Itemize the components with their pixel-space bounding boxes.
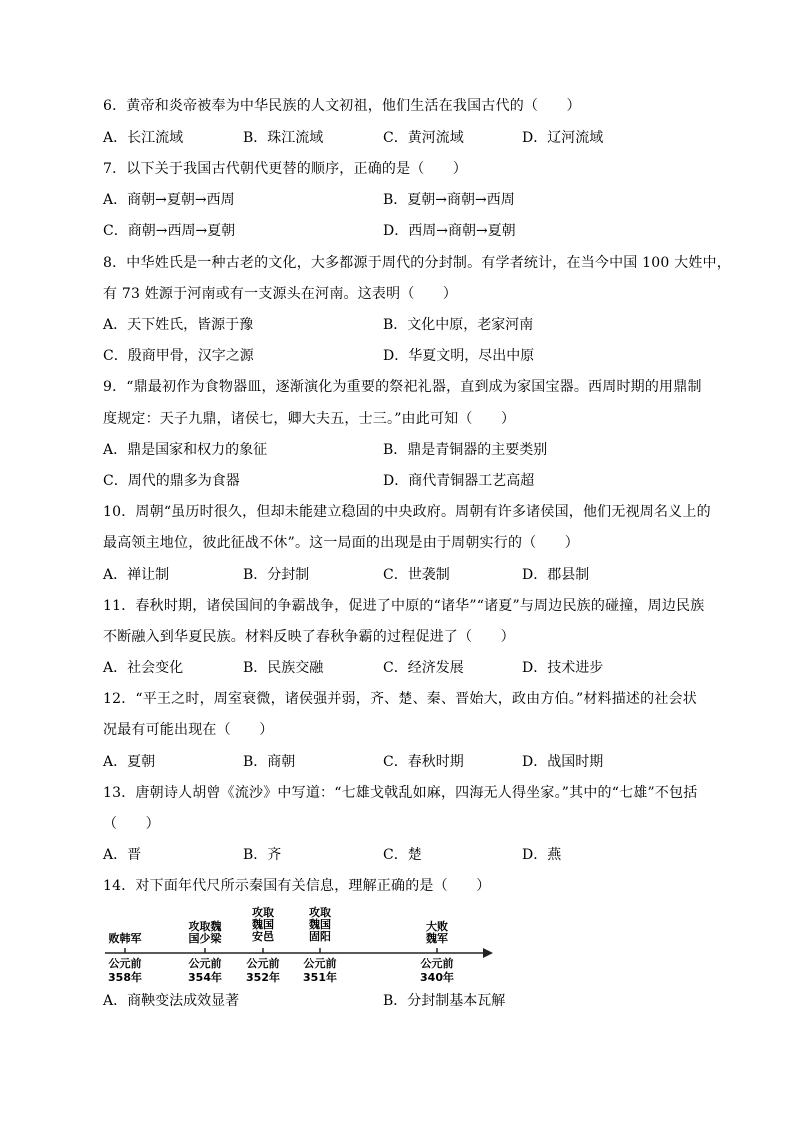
question-9-option-b[interactable]: B．鼎是青铜器的主要类别: [383, 442, 548, 458]
timeline-year-label: 公元前 358年: [108, 957, 142, 984]
question-10-option-d[interactable]: D．郡县制: [522, 567, 590, 583]
question-6-option-d[interactable]: D．辽河流域: [522, 130, 604, 146]
timeline-year-label: 公元前 351年: [303, 957, 337, 984]
question-10-option-a[interactable]: A．禅让制: [103, 567, 170, 583]
question-6-stem-line-1: 6．黄帝和炎帝被奉为中华民族的人文初祖，他们生活在我国古代的（ ）: [103, 98, 581, 114]
question-13-option-c[interactable]: C．楚: [383, 847, 422, 863]
question-14-option-a[interactable]: A．商鞅变法成效显著: [103, 993, 240, 1009]
timeline-event-label: 败韩军: [108, 932, 142, 945]
question-13-option-d[interactable]: D．燕: [522, 847, 562, 863]
question-7-stem-line-1: 7．以下关于我国古代朝代更替的顺序，正确的是（ ）: [103, 161, 468, 177]
question-8-option-d[interactable]: D．华夏文明，尽出中原: [383, 348, 535, 364]
question-13-option-b[interactable]: B．齐: [243, 847, 282, 863]
question-7-option-b[interactable]: B．夏朝→商朝→西周: [383, 192, 515, 208]
question-13-stem-line-2: （ ）: [103, 816, 160, 832]
question-7-option-c[interactable]: C．商朝→西周→夏朝: [103, 223, 236, 239]
question-12-option-c[interactable]: C．春秋时期: [383, 754, 464, 770]
question-8-stem-line-2: 有 73 姓源于河南或有一支源头在河南。这表明（ ）: [103, 286, 458, 302]
question-9-stem-line-2: 度规定：天子九鼎，诸侯七，卿大夫五，士三。”由此可知（ ）: [103, 411, 516, 427]
question-12-stem-line-1: 12．“平王之时，周室衰微，诸侯强并弱，齐、楚、秦、晋始大，政由方伯。”材料描述的社会状: [103, 691, 697, 707]
question-12-option-a[interactable]: A．夏朝: [103, 754, 156, 770]
timeline-event-label: 攻取魏 国少梁: [188, 920, 222, 945]
question-12-option-d[interactable]: D．战国时期: [522, 754, 604, 770]
question-13-option-a[interactable]: A．晋: [103, 847, 142, 863]
question-7-option-a[interactable]: A．商朝→夏朝→西周: [103, 192, 235, 208]
question-10-option-c[interactable]: C．世袭制: [383, 567, 450, 583]
timeline-year-label: 公元前 352年: [246, 957, 280, 984]
question-10-option-b[interactable]: B．分封制: [243, 567, 310, 583]
question-10-stem-line-2: 最高领主地位，彼此征战不休”。这一局面的出现是由于周朝实行的（ ）: [103, 535, 579, 551]
timeline-event-label: 攻取 魏国 固阳: [309, 906, 331, 943]
question-9-option-a[interactable]: A．鼎是国家和权力的象征: [103, 442, 268, 458]
question-14-stem-line-1: 14．对下面年代尺所示秦国有关信息，理解正确的是（ ）: [103, 878, 491, 894]
timeline-year-label: 公元前 354年: [188, 957, 222, 984]
question-8-option-b[interactable]: B．文化中原，老家河南: [383, 317, 534, 333]
question-14-option-b[interactable]: B．分封制基本瓦解: [383, 993, 506, 1009]
question-11-option-c[interactable]: C．经济发展: [383, 660, 464, 676]
question-6-option-b[interactable]: B．珠江流域: [243, 130, 324, 146]
question-6-option-a[interactable]: A．长江流域: [103, 130, 184, 146]
timeline-year-label: 公元前 340年: [420, 957, 454, 984]
question-6-option-c[interactable]: C．黄河流域: [383, 130, 464, 146]
question-8-stem-line-1: 8．中华姓氏是一种古老的文化，大多都源于周代的分封制。有学者统计，在当今中国 100 大姓中，: [103, 255, 731, 271]
question-11-option-d[interactable]: D．技术进步: [522, 660, 604, 676]
question-9-option-c[interactable]: C．周代的鼎多为食器: [103, 473, 240, 489]
timeline-arrow-icon: [483, 948, 493, 958]
question-8-option-a[interactable]: A．天下姓氏，皆源于豫: [103, 317, 254, 333]
timeline-figure: [103, 903, 493, 995]
timeline-event-label: 攻取 魏国 安邑: [252, 906, 274, 943]
question-11-stem-line-1: 11．春秋时期，诸侯国间的争霸战争，促进了中原的“诸华”“诸夏”与周边民族的碰撞，周边民族: [103, 598, 705, 614]
question-9-option-d[interactable]: D．商代青铜器工艺高超: [383, 473, 535, 489]
question-12-stem-line-2: 况最有可能出现在（ ）: [103, 722, 274, 738]
question-11-option-b[interactable]: B．民族交融: [243, 660, 324, 676]
timeline-event-label: 大败 魏军: [426, 920, 448, 945]
question-11-option-a[interactable]: A．社会变化: [103, 660, 184, 676]
question-12-option-b[interactable]: B．商朝: [243, 754, 296, 770]
question-9-stem-line-1: 9．“鼎最初作为食物器皿，逐渐演化为重要的祭祀礼器，直到成为家国宝器。西周时期的用鼎制: [103, 379, 702, 395]
question-7-option-d[interactable]: D．西周→商朝→夏朝: [383, 223, 516, 239]
question-10-stem-line-1: 10．周朝“虽历时很久，但却未能建立稳固的中央政府。周朝有许多诸侯国，他们无视周名义上的: [103, 504, 711, 520]
question-13-stem-line-1: 13．唐朝诗人胡曾《流沙》中写道：“七雄戈戟乱如麻，四海无人得坐家。”其中的“七雄”不包括: [103, 785, 698, 801]
question-11-stem-line-2: 不断融入到华夏民族。材料反映了春秋争霸的过程促进了（ ）: [103, 629, 515, 645]
question-8-option-c[interactable]: C．殷商甲骨，汉字之源: [103, 348, 254, 364]
